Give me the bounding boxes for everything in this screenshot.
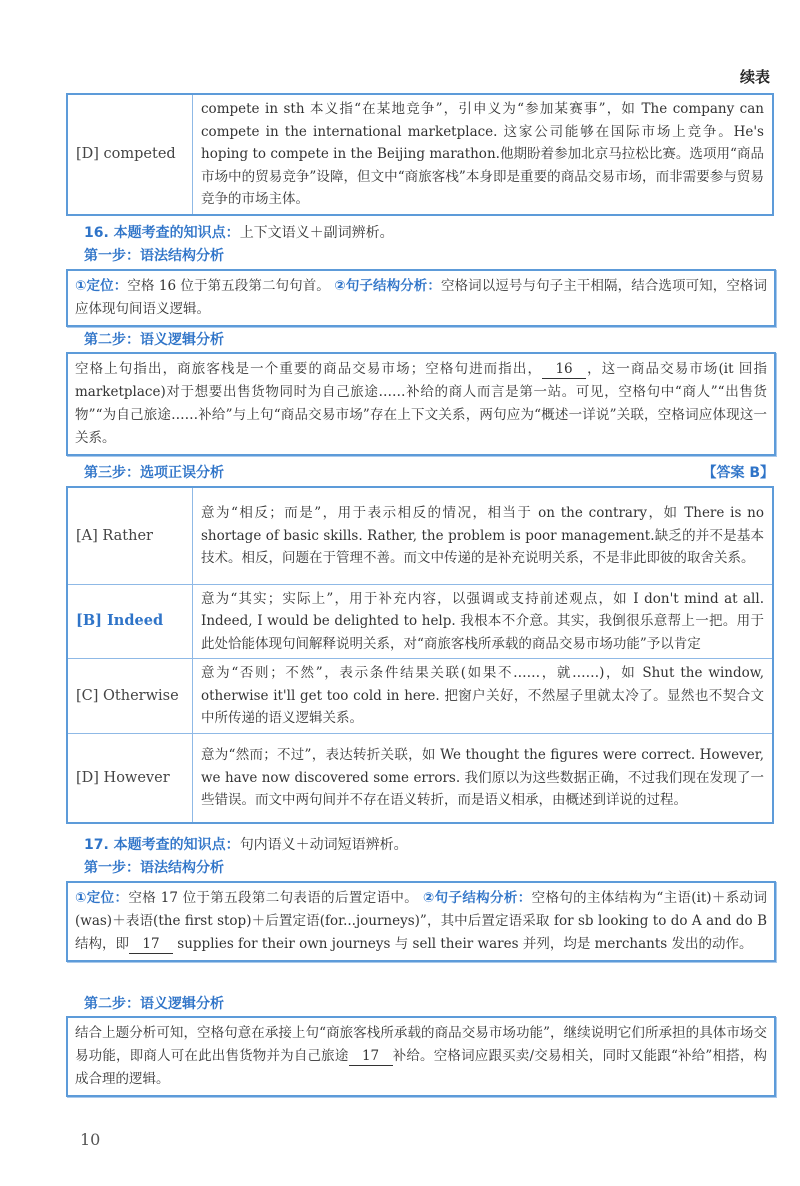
q17-step2-box [66,1016,776,1097]
option-explanation: 意为“然而；不过”，表达转折关联，如 We thought the figures were correct. However, we have now discovered some errors. 我们原以为这些数据正确，不过我们现在发现了一些错误。而文中两句间并不存在语义转折，而是语义相承，由概述到详说的过程。 [193,733,774,823]
q17-step2-title: 第二步：语义逻辑分析 [84,996,224,1012]
option-label-correct: [B] Indeed [67,584,193,659]
table-row [67,94,773,215]
q16-step1-title: 第一步：语法结构分析 [84,248,224,264]
continued-label: 续表 [739,68,770,86]
option-explanation: 意为“相反；而是”，用于表示相反的情况，相当于 on the contrary，如 There is no shortage of basic skills. Rather, the problem is poor management.缺乏的并不是基本技术。相反，问题在于管理不善。而文中传递的是补充说明关系，不是非此即彼的取舍关系。 [193,487,774,584]
text: supplies for their own journeys 与 sell their wares 并列，均是 merchants 发出的动作。 [177,936,753,952]
label-structure: ②句子结构分析： [334,278,441,294]
table-row [67,733,773,823]
table-row [67,659,773,734]
text: 空格 17 位于第五段第二句表语的后置定语中。 [128,890,419,906]
q16-step1-box [66,269,776,327]
q17-knowledge: 句内语义＋动词短语辨析。 [239,837,408,853]
options-table-continued [66,93,774,216]
text: 结合上题分析可知，空格句意在承接上句“商旅客栈所承载的商品交易市场功能”，继续说明它们所承担的具体市场交易功能，即商人可在此出售货物并为自己旅途 [75,1025,767,1064]
q16-step3-title: 第三步：选项正误分析 [84,465,224,481]
answer-badge: 【答案 B】 [702,465,774,481]
label-locate: ①定位： [75,278,128,294]
blank-17: 17 [129,935,173,954]
option-label: [D] competed [67,94,193,215]
q16-step2-title: 第二步：语义逻辑分析 [84,332,224,348]
option-label: [C] Otherwise [67,659,193,734]
option-label: [D] However [67,733,193,823]
q16-knowledge: 上下文语义＋副词辨析。 [239,225,394,241]
text: 空格词以逗号与句子主干相隔，结合选项可知，空格词应体现句间语义逻辑。 [75,278,768,317]
text: ，这一商品交易市场(it 回指 marketplace)对于想要出售货物同时为自己旅途……补给的商人而言是第一站。可见，空格句中“商人”“出售货物”“为自己旅途……补给”与上句“商品交易市场”存在上下文关系，两句应为“概述一详说”关联，空格词应体现这一关系。 [75,361,767,446]
text: 空格上句指出，商旅客栈是一个重要的商品交易市场；空格句进而指出， [75,361,543,377]
text: 空格 16 位于第五段第二句句首。 [127,278,330,294]
q17-step1-box [66,881,776,962]
label-locate: ①定位： [75,890,129,906]
blank-16: 16 [542,360,586,379]
page-number: 10 [80,1130,101,1149]
q16-heading: 16. 本题考查的知识点：上下文语义＋副词辨析。 [84,225,394,241]
text: 补给。空格词应跟买卖/交易相关，同时又能跟“补给”相搭，构成合理的逻辑。 [75,1048,767,1087]
q17-step1-title: 第一步：语法结构分析 [84,860,224,876]
table-row [67,487,773,584]
blank-17: 17 [349,1047,393,1066]
option-explanation: compete in sth 本义指“在某地竞争”，引申义为“参加某赛事”，如 The company can compete in the international marketplace. 这家公司能够在国际市场上竞争。He's hoping to compete in the Beijing marathon.他期盼着参加北京马拉松比赛。选项用“商品市场中的贸易竞争”设障，但文中“商旅客栈”本身即是重要的商品交易市场，而非需要参与贸易竞争的市场主体。 [193,94,774,215]
option-explanation: 意为“否则；不然”，表示条件结果关联(如果不……，就……)，如 Shut the window, otherwise it'll get too cold in here. 把窗户关好，不然屋子里就太冷了。显然也不契合文中所传递的语义逻辑关系。 [193,659,774,734]
option-explanation: 意为“其实；实际上”，用于补充内容，以强调或支持前述观点，如 I don't mind at all. Indeed, I would be delighted to help. 我根本不介意。其实，我倒很乐意帮上一把。用于此处恰能体现句间解释说明关系，对“商旅客栈所承载的商品交易市场功能”予以肯定 [193,584,774,659]
q17-heading: 17. 本题考查的知识点：句内语义＋动词短语辨析。 [84,837,408,853]
options-table [66,486,774,824]
q16-step2-box [66,352,776,456]
label-structure: ②句子结构分析： [422,890,532,906]
text: 空格句的主体结构为“主语(it)＋系动词(was)＋表语(the first stop)＋后置定语(for...journeys)”，其中后置定语采取 for sb looking to do A and do B 结构，即 [75,890,768,952]
option-label: [A] Rather [67,487,193,584]
table-row [67,584,773,659]
